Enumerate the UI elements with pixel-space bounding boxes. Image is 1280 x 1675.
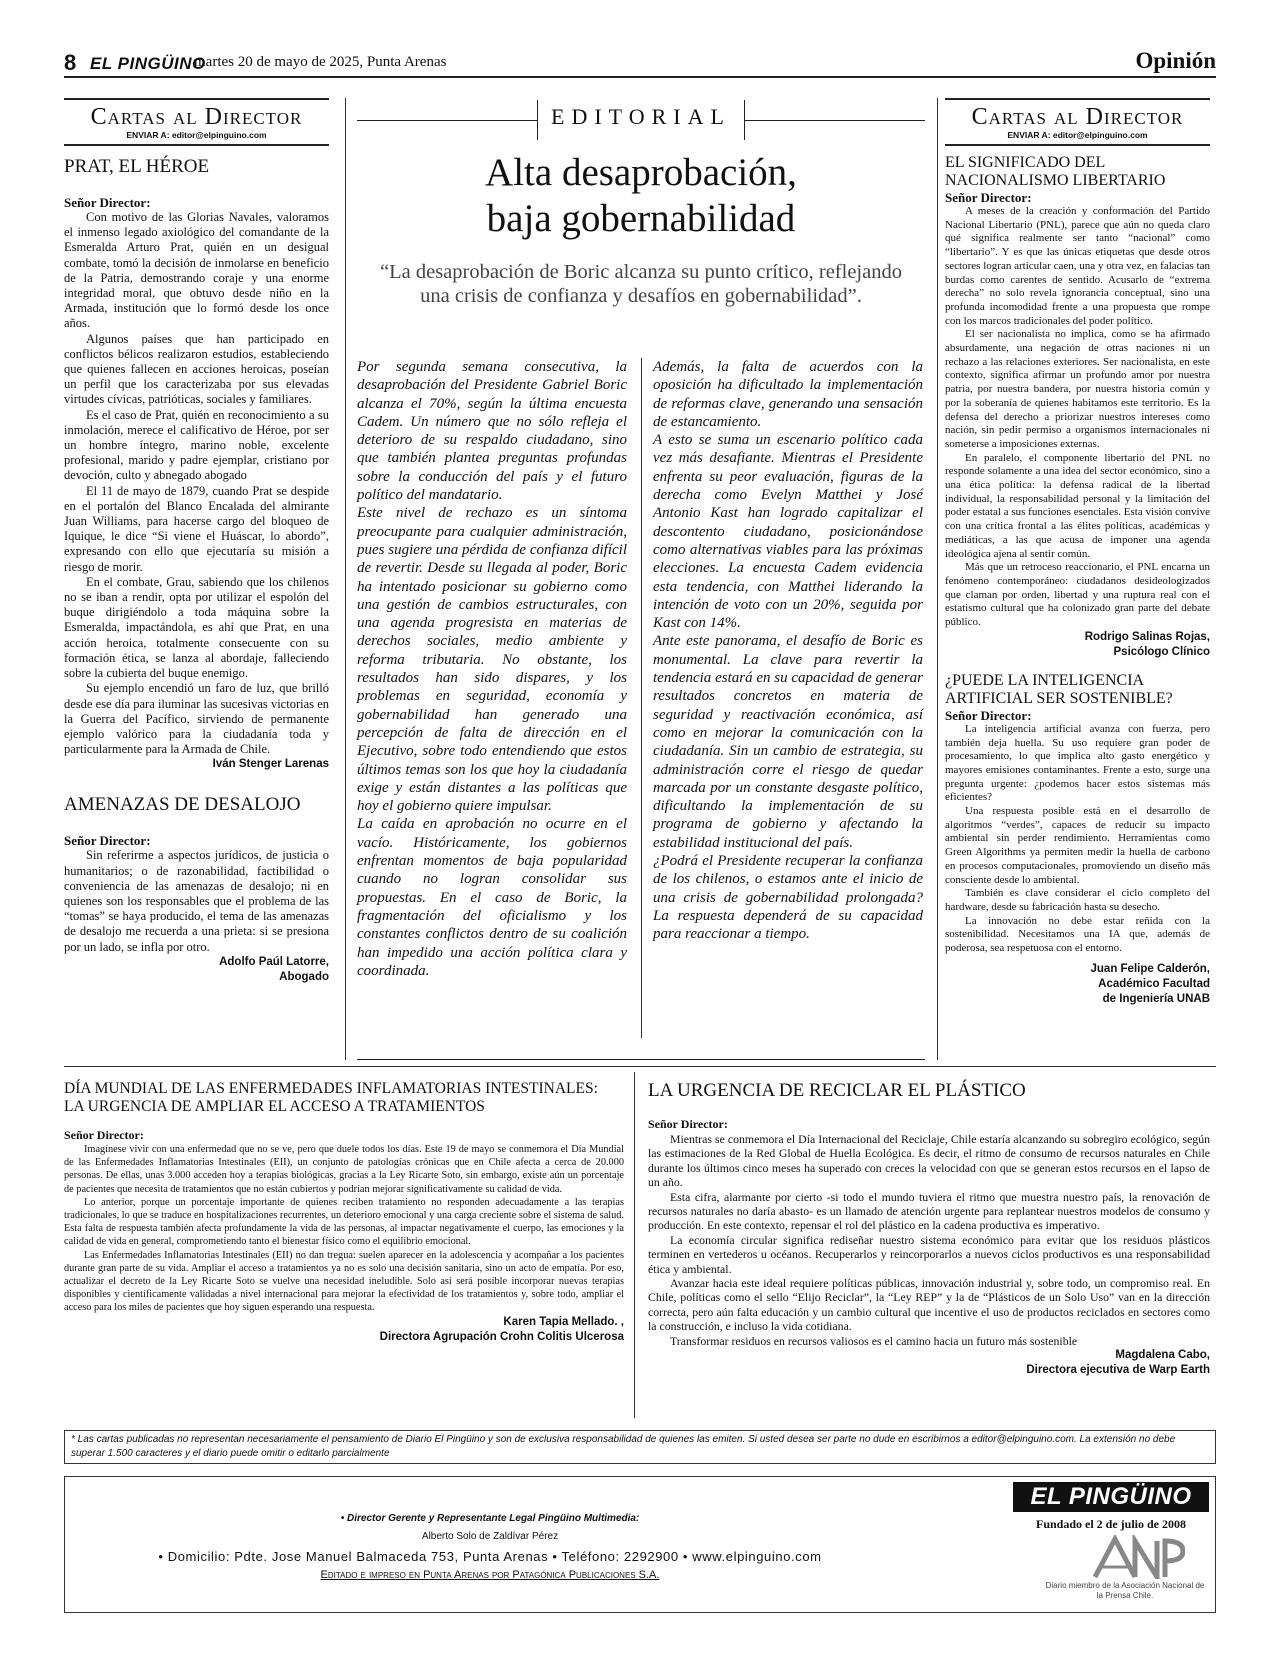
letter-salutation: Señor Director: — [945, 190, 1032, 205]
founded-date: Fundado el 2 de julio de 2008 — [1035, 1517, 1187, 1531]
editorial-column-2 — [653, 358, 923, 944]
letter-signature-role: de Ingeniería UNAB — [1102, 992, 1210, 1005]
footer-masthead — [64, 1476, 1216, 1613]
paragraph: Una respuesta posible está en el desarrollo de algoritmos “verdes”, capaces de reducir su impacto ambiental sin perder rendimiento. Herramientas como Green Algorithms ya permiten medir la huella de carbono en procesos computacionales, promoviendo un diseño más consciente desde lo ambiental. — [945, 805, 1210, 886]
letter-salutation: Señor Director: — [945, 707, 1032, 723]
letter-signature: Rodrigo Salinas Rojas, — [1084, 630, 1210, 643]
letters-disclaimer: * Las cartas publicadas no representan necesariamente el pensamiento de Diario El Pingüino y son de exclusiva responsabilidad de quienes las emiten. Si usted desea ser parte no dude en escribirnos a editor@elpinguino.com. La extensión no debe superar 1.500 caracteres y el diario puede omitir o editarlo parcialmente — [64, 1430, 1216, 1464]
column-divider — [345, 98, 346, 1060]
letter-salutation: Señor Director: — [64, 195, 151, 210]
letter-salutation: Señor Director: — [64, 833, 151, 849]
paragraph: El ser nacionalista no implica, como se ha afirmado absurdamente, una negación de otras naciones ni un rechazo a las relaciones exteriores. Ser nacionalista, en este contexto, significa afirmar un profundo amor por nuestra patria, por nuestra bandera, por nuestra historia común y por la soberanía de quienes habitamos este territorio. Es la defensa del derecho a priorizar nuestros intereses como nación, sin pedir permiso a organismos internacionales ni someterse a imposiciones externas. — [945, 328, 1210, 450]
paragraph: Por segunda semana consecutiva, la desaprobación del Presidente Gabriel Boric alcanza el 70%, según la última encuesta Cadem. Un número que no sólo refleja el deterioro de su respaldo ciudadano, sino que también plantea preguntas profundas sobre la conducción del país y el futuro político del mandatario. — [357, 359, 627, 504]
letter-title: PRAT, EL HÉROE — [64, 156, 210, 177]
letter-signature-role: Psicólogo Clínico — [1113, 645, 1210, 658]
section-name: Opinión — [1135, 48, 1216, 73]
paragraph: Las Enfermedades Inflamatorias Intestinales (EII) no dan tregua: suelen aparecer en la adolescencia y acompañar a los pacientes durante gran parte de su vida. Ampliar el acceso a tratamientos ya no es solo una decisión sanitaria, sino un acto de empatía. Por eso, actualizar el decreto de la Ley Ricarte Soto se vuelve una necesidad ineludible. Solo así será posible incorporar nuevas terapias disponibles y científicamente validadas a nivel internacional para mejorar la efectividad de los tratamientos y, sobre todo, ampliar el acceso para los miles de pacientes que hoy siguen esperando una respuesta. — [64, 1249, 624, 1314]
editorial — [357, 100, 925, 1060]
director-label: • Director Gerente y Representante Legal Pingüino Multimedia: — [340, 1513, 640, 1524]
letter-title: LA URGENCIA DE RECICLAR EL PLÁSTICO — [648, 1080, 1026, 1101]
paragraph: Más que un retroceso reaccionario, el PNL encarna un fenómeno contemporáneo: ciudadanos desideologizados que claman por orden, libertad y una ruptura real con el estatismo cultural que ha colonizado gran parte del debate público. — [945, 561, 1210, 629]
masthead-logo: EL PINGÜINO — [90, 54, 206, 73]
letters-heading-box — [945, 98, 1210, 146]
letter-salutation: Señor Director: — [64, 1128, 144, 1142]
section-divider — [64, 1066, 1216, 1067]
column-divider — [634, 1072, 635, 1418]
letter-body — [945, 723, 1210, 956]
paragraph: Transformar residuos en recursos valiosos es el camino hacia un futuro más sostenible — [670, 1333, 1078, 1348]
letters-email: ENVIAR A: editor@elpinguino.com — [126, 130, 267, 140]
editorial-title — [357, 150, 925, 242]
editorial-label: EDITORIAL — [551, 104, 731, 129]
letter-body — [648, 1132, 1210, 1348]
column-divider — [937, 98, 938, 1060]
letter-signature: Karen Tapia Mellado. , — [503, 1315, 624, 1328]
paragraph: La caída en aprobación no ocurre en el vacío. Históricamente, los gobiernos enfrentan momentos de baja popularidad cuando no logran consolidar sus propuestas. En el caso de Boric, la fragmentación del oficialismo y los constantes conflictos dentro de su coalición han impedido una acción política clara y coordinada. — [357, 816, 627, 979]
newspaper-logo: EL PINGÜINO — [1013, 1482, 1209, 1512]
letter-body — [64, 1143, 624, 1315]
editorial-rule — [357, 120, 537, 121]
letters-right-column — [945, 98, 1210, 1007]
paragraph: El 11 de mayo de 1879, cuando Prat se despide en el portalón del Blanco Encalada del almirante Juan Williams, para hacerse cargo del bloqueo de Iquique, le dice “Si viene el Huáscar, lo abordo”, expresando con ello que ejecutaría su misión a riesgo de morir. — [64, 483, 329, 574]
paragraph: En el combate, Grau, sabiendo que los chilenos no se iban a rendir, opta por utilizar el espolón del buque dirigiéndolo a toda máquina sobre la Esmeralda, impactándola, es ahí que Prat, en una acción heroica, totalmente consecuente con su formación ética, se lanza al abordaje, falleciendo sobre la cubierta del buque enemigo. — [64, 574, 329, 681]
paragraph: Es el caso de Prat, quién en reconocimiento a su inmolación, merece el calificativo de Héroe, por ser un hombre íntegro, marino noble, excelente profesional, marido y padre ejemplar, cristiano por devoción, culto y abnegado abogado — [64, 407, 329, 483]
letter-body — [945, 205, 1210, 630]
editorial-rule — [745, 120, 925, 121]
page-header — [64, 50, 1216, 78]
paragraph: Mientras se conmemora el Día Internacional del Reciclaje, Chile estaría alcanzando su sobregiro ecológico, según las estimaciones de la Red Global de Huella Ecológica. Es decir, el ritmo de consumo de recursos naturales en Chile durante los últimos cinco meses ha superado con creces la velocidad con que se generan estos recursos en el lapso de un año. — [648, 1132, 1210, 1190]
paragraph: También es clave considerar el ciclo completo del hardware, desde su fabricación hasta su desecho. — [945, 887, 1210, 913]
letter-title: ¿PUEDE LA INTELIGENCIA ARTIFICIAL SER SOSTENIBLE? — [945, 671, 1173, 707]
bottom-right-letter — [648, 1080, 1210, 1378]
paragraph: Este nivel de rechazo es un síntoma preocupante para cualquier administración, pues sugiere una pérdida de confianza difícil de revertir. Desde su llegada al poder, Boric ha intentado posicionar su gobierno como una gestión de cambios estructurales, con una agenda progresista en materias de derechos sociales, medio ambiente y reforma tributaria. No obstante, los resultados han sido dispares, y los problemas en seguridad, economía y gobernabilidad han generado una percepción de falta de dirección en el Ejecutivo, sobre todo entendiendo que estos últimos temas son los que hoy la ciudadanía exige y están distantes a las políticas que hoy el gobierno quiere impulsar. — [357, 505, 627, 815]
paragraph: Lo anterior, porque un porcentaje importante de quienes reciben tratamiento no responden adecuadamente a las terapias tradicionales, lo que se traduce en hospitalizaciones recurrentes, un deterioro emocional y una carga creciente sobre el sistema de salud. Esta falta de respuesta también afecta profundamente la vida de las personas, al impactar negativamente el cuerpo, las emociones y la calidad de vida en general, comprometiendo tanto el bienestar físico como el equilibrio emocional. — [64, 1196, 624, 1248]
letters-email: ENVIAR A: editor@elpinguino.com — [1007, 130, 1148, 140]
paragraph: Con motivo de las Glorias Navales, valoramos el inmenso legado axiológico del comandante de la Esmeralda Arturo Prat, quién en un desigual combate, tomó la decisión de inmolarse en beneficio de la Patria, demostrando coraje y una enorme integridad moral, que obtuvo desde niño en la Armada, institución que lo formó desde los once años. — [64, 210, 329, 331]
editorial-column-1 — [357, 358, 627, 980]
letter-title: AMENAZAS DE DESALOJO — [64, 794, 301, 816]
anp-membership-text: Diario miembro de la Asociación Nacional de la Prensa Chile. — [1045, 1581, 1205, 1600]
letter-salutation: Señor Director: — [648, 1117, 728, 1131]
editorial-title-line: baja gobernabilidad — [486, 197, 796, 240]
letter-title: EL SIGNIFICADO DEL NACIONALISMO LIBERTARIO — [945, 154, 1166, 189]
letters-heading: Cartas al Director — [90, 104, 303, 130]
editorial-title-line: Alta desaprobación, — [485, 151, 797, 194]
letter-body — [64, 210, 329, 757]
paragraph: Además, la falta de acuerdos con la oposición ha dificultado la implementación de reformas clave, generando una sensación de estancamiento. — [653, 359, 923, 430]
paragraph: A meses de la creación y conformación del Partido Nacional Libertario (PNL), parece que aún no queda claro qué significa realmente ser tanto “nacional” como “libertario”. Y es que las únicas etiquetas que desde otros sectores logran articular caen, una y otra vez, en falacias tan burdas como carentes de sentido. Acusarlo de “extrema derecha” no solo revela ignorancia conceptual, sino una profunda incomodidad frente a una propuesta que rompe con los marcos tradicionales del poder político. — [945, 205, 1210, 327]
page-number: 8 — [64, 50, 77, 75]
letter-title — [64, 1080, 624, 1116]
paragraph: A esto se suma un escenario político cada vez más desafiante. Mientras el Presidente enfrenta su peor evaluación, figuras de la derecha como Evelyn Matthei y José Antonio Kast han logrado capitalizar el descontento ciudadano, posicionándose como alternativas viables para las próximas elecciones. La encuesta Cadem evidencia esta tendencia, con Matthei liderando la intención de voto con un 20%, seguida por Kast con 14%. — [653, 432, 923, 632]
printer-credit: Editado e impreso en Punta Arenas por Patagónica Publicaciones S.A. — [320, 1569, 660, 1581]
letters-heading-box — [64, 98, 329, 146]
paragraph: Algunos países que han participado en conflictos bélicos realizaron estudios, estableciendo que quienes fallecen en acciones heroicas, poseían un perfil que los caracterizaba por sus elevadas virtudes cívicas, patrióticas, sociales y familiares. — [64, 331, 329, 407]
editorial-rule — [357, 1059, 925, 1060]
letter-title-line: LA URGENCIA DE AMPLIAR EL ACCESO A TRATAMIENTOS — [64, 1098, 485, 1115]
anp-logo-icon — [1085, 1535, 1185, 1579]
paragraph: Imagínese vivir con una enfermedad que no se ve, pero que duele todos los días. Este 19 de mayo se conmemora el Día Mundial de las Enfermedades Inflamatorias Intestinales (EII), un conjunto de patologías crónicas que en Chile afecta a cerca de 20.000 personas. De ellas, unas 3.000 acceden hoy a terapias biológicas, gracias a la Ley Ricarte Soto, sin embargo, existe aún un porcentaje de pacientes que necesita de tratamientos que no están cubiertos y podrían mejorar significativamente su calidad de vida. — [64, 1144, 624, 1195]
paragraph: La innovación no debe estar reñida con la sostenibilidad. Necesitamos una IA que, además de poderosa, sea respetuosa con el entorno. — [945, 914, 1210, 955]
editorial-pull-quote: “La desaprobación de Boric alcanza su punto crítico, reflejando una crisis de confianza y desafíos en gobernabilidad”. — [380, 261, 902, 307]
letter-signature-role: Académico Facultad — [1098, 977, 1210, 990]
paragraph: Esta cifra, alarmante por cierto -si todo el mundo tuviera el ritmo que muestra nuestro país, la renovación de recursos naturales no daría abasto- es un llamado de atención urgente para replantear nuestros modelos de consumo y producción. En este contexto, repensar el rol del plástico en la cadena productiva es imperativo. — [648, 1189, 1210, 1233]
letter-signature-role: Abogado — [279, 970, 329, 983]
paragraph: Su ejemplo encendió un faro de luz, que brilló desde ese día para iluminar las sucesivas victorias en la Guerra del Pacífico, sirviendo de permanente ejemplo valórico para la ciudadanía toda y particularmente para la Armada de Chile. — [64, 681, 329, 757]
paragraph: La inteligencia artificial avanza con fuerza, pero también deja huella. Su uso requiere gran poder de procesamiento, lo que implica alto gasto energético y mayores emisiones contaminantes. Frente a esto, surge una pregunta urgente: ¿podemos hacer estos sistemas más eficientes? — [945, 722, 1210, 804]
dateline: martes 20 de mayo de 2025, Punta Arenas — [194, 54, 447, 70]
editorial-rule — [744, 100, 745, 140]
letter-title-line: DÍA MUNDIAL DE LAS ENFERMEDADES INFLAMATORIAS INTESTINALES: — [64, 1080, 598, 1097]
editorial-rule — [537, 100, 538, 140]
paragraph: En paralelo, el componente libertario del PNL no responde solamente a una idea del sector económico, sino a una ética política: la defensa radical de la libertad individual, la responsabilidad personal y la limitación del poder estatal a sus funciones esenciales. Esta visión convive con una crítica frontal a las élites políticas, académicas y mediáticas, a las que acusa de imponer una agenda ideológica ajena al sentir común. — [945, 451, 1210, 560]
director-name: Alberto Solo de Zaldívar Pérez — [421, 1531, 559, 1542]
paragraph: Ante este panorama, el desafío de Boric es monumental. La clave para revertir la tendencia estará en su capacidad de generar resultados concretos en materia de seguridad y reactivación económica, así como en mejorar la comunicación con la ciudadanía. Sin un cambio de estrategia, su administración corre el riesgo de quedar marcada por un constante desgaste político, dificultando la implementación de su programa de gobierno y afectando la estabilidad institucional del país. — [653, 633, 923, 851]
paragraph: La economía circular significa rediseñar nuestro sistema económico para evitar que los residuos plásticos terminen en vertederos u océanos. Recuperarlos y reincorporarlos a nuevos ciclos productivos es una responsabilidad ética y ambiental. — [648, 1232, 1210, 1276]
contact-address: • Domicilio: Pdte. Jose Manuel Balmaceda 753, Punta Arenas • Teléfono: 2292900 • www.elpinguino.com — [158, 1549, 822, 1564]
column-divider — [641, 358, 642, 1038]
bottom-left-letter — [64, 1080, 624, 1345]
letter-signature-role: Directora Agrupación Crohn Colitis Ulcerosa — [379, 1330, 624, 1343]
paragraph: Avanzar hacia este ideal requiere políticas públicas, innovación industrial y, sobre todo, un compromiso real. En Chile, políticas como el sello “Elijo Reciclar”, la “Ley REP” y la de “Plásticos de un Solo Uso” van en la dirección correcta, pero aún falta educación y un cambio cultural que incentive el uso de productos reciclados en sectores como la construcción, e incluso la vida cotidiana. — [648, 1276, 1210, 1334]
letter-signature: Magdalena Cabo, — [1115, 1349, 1210, 1362]
paragraph: Sin referirme a aspectos jurídicos, de justicia o humanitarios; o de razonabilidad, factibilidad o conveniencia de las amenazas de desalojo; ni en quienes son los responsables que el problema de las “tomas” se haya producido, el tema de las amenazas de desalojo me recuerda a una prieta: si se presiona por un lado, se infla por otro. — [64, 848, 329, 954]
letter-signature: Juan Felipe Calderón, — [1090, 962, 1210, 975]
letter-signature-role: Directora ejecutiva de Warp Earth — [1026, 1364, 1210, 1377]
letter-signature: Iván Stenger Larenas — [212, 758, 329, 771]
letter-body — [64, 848, 329, 954]
letter-signature: Adolfo Paúl Latorre, — [219, 955, 329, 968]
letters-left-column — [64, 98, 329, 985]
paragraph: ¿Podrá el Presidente recuperar la confianza de los chilenos, o estamos ante el inicio de una crisis de gobernabilidad prolongada? La respuesta dependerá de su capacidad para reaccionar a tiempo. — [653, 853, 923, 943]
letters-heading: Cartas al Director — [971, 104, 1184, 130]
